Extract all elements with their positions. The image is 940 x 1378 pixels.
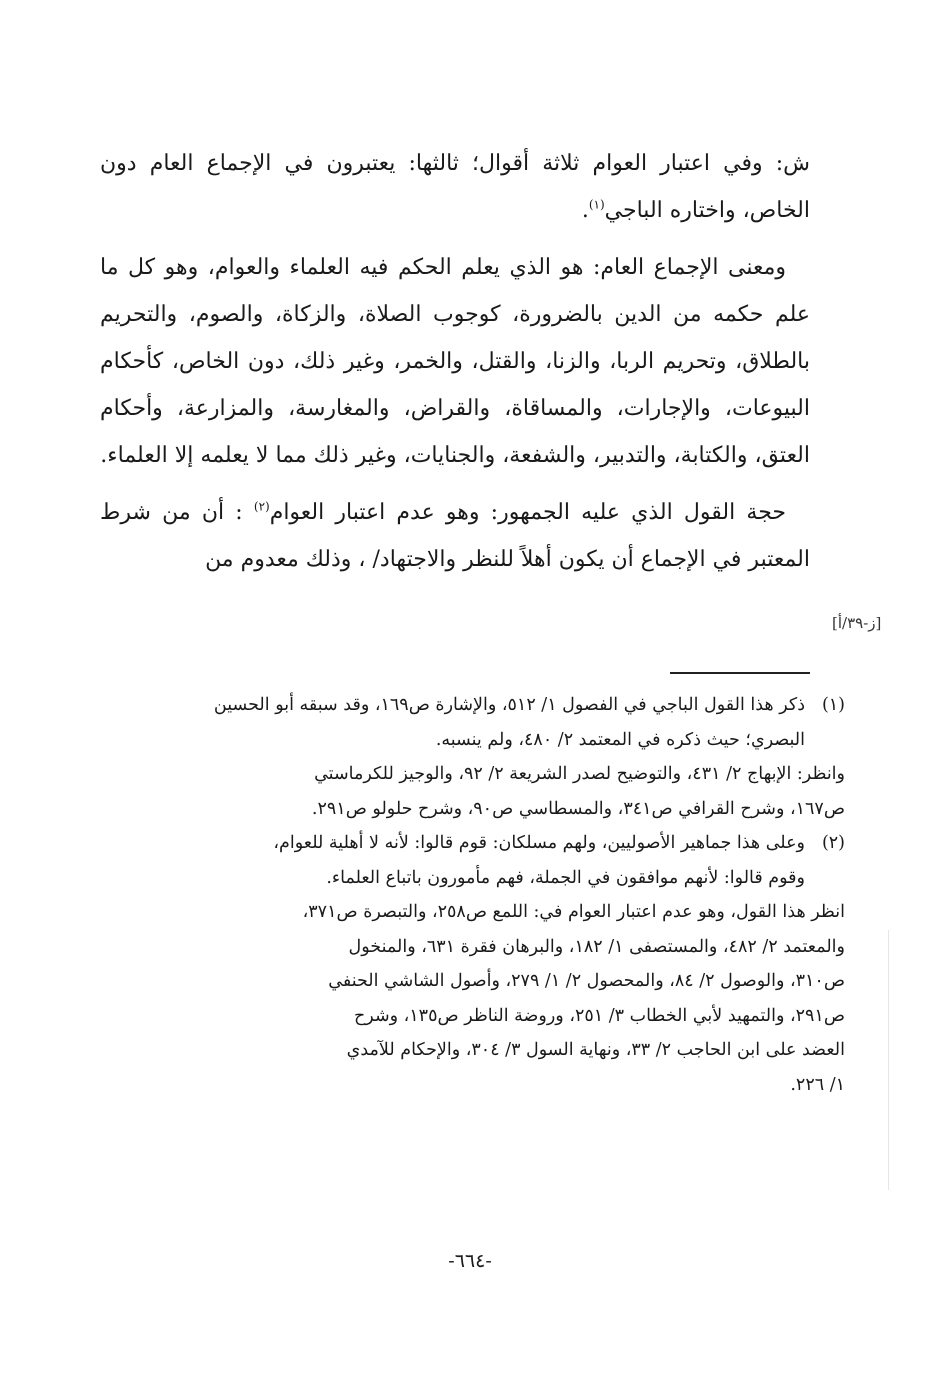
footnote-1 bbox=[100, 688, 845, 757]
text-line: دون الخاص، واختاره الباجي bbox=[100, 151, 810, 223]
paragraph-argument bbox=[100, 489, 810, 583]
scan-edge-line bbox=[888, 930, 889, 1190]
text-line: : أن من bbox=[162, 500, 243, 525]
footnote-line: وقوم قالوا: لأنهم موافقون في الجملة، فهم مأمورون باتباع العلماء. bbox=[326, 867, 805, 888]
footnote-divider bbox=[670, 672, 810, 674]
page-number: -٦٦٤- bbox=[448, 1250, 492, 1272]
manuscript-folio-note: [ز-٣٩/أ] bbox=[832, 614, 882, 632]
footnote-line: انظر هذا القول، وهو عدم اعتبار العوام في: اللمع ص٢٥٨، والتبصرة ص٣٧١، bbox=[302, 902, 845, 922]
footnotes bbox=[100, 688, 845, 1102]
footnote-body bbox=[100, 688, 805, 757]
footnote-line: ص١٦٧، وشرح القرافي ص٣٤١، والمسطاسي ص٩٠، وشرح حلولو ص٢٩١. bbox=[311, 798, 845, 819]
text-line: ش: وفي اعتبار العوام ثلاثة أقوال؛ ثالثها: يعتبرون في الإجماع العام bbox=[149, 151, 810, 176]
text-line: ذلك، دون الخاص، كأحكام البيوعات، والإجارات، والمساقاة، bbox=[100, 349, 811, 421]
text-line: ومعنى الإجماع العام: هو الذي يعلم الحكم فيه العلماء والعوام، وهو bbox=[164, 255, 786, 280]
text-line: والقراض، والمغارسة، والمزارعة، وأحكام العتق، والكتابة، والتدبير، bbox=[100, 396, 810, 468]
footnote-line: وعلى هذا جماهير الأصوليين، ولهم مسلكان: قوم قالوا: لأنه لا أهلية للعوام، bbox=[273, 833, 805, 853]
text-line: . bbox=[581, 198, 589, 223]
text-line: كل ما علم حكمه من الدين بالضرورة، كوجوب الصلاة، والزكاة، bbox=[100, 255, 811, 327]
footnote-2 bbox=[100, 826, 845, 895]
footnote-ref-2[interactable]: (٢) bbox=[253, 499, 270, 514]
footnote-line: والمعتمد ٢/ ٤٨٢، والمستصفى ١/ ١٨٢، والبرهان فقرة ٦٣١، والمنخول bbox=[348, 936, 845, 957]
footnote-line: ص٣١٠، والوصول ٢/ ٨٤، والمحصول ٢/ ١/ ٢٧٩، وأصول الشاشي الحنفي bbox=[328, 971, 845, 991]
footnote-1-continued bbox=[100, 757, 845, 826]
footnote-line: البصري؛ حيث ذكره في المعتمد ٢/ ٤٨٠، ولم ينسبه. bbox=[435, 729, 805, 750]
footnote-number: (٢) bbox=[821, 833, 845, 853]
footnote-2-continued bbox=[100, 895, 845, 1102]
footnote-line: العضد على ابن الحاجب ٢/ ٣٣، ونهاية السول ٣/ ٣٠٤، والإحكام للآمدي bbox=[346, 1040, 845, 1060]
footnote-body bbox=[100, 757, 845, 826]
footnote-line: وانظر: الإبهاج ٢/ ٤٣١، والتوضيح لصدر الشريعة ٢/ ٩٢، والوجيز للكرماستي bbox=[314, 764, 845, 784]
text-line: حجة القول الذي عليه الجمهور: وهو عدم اعتبار العوام bbox=[269, 500, 786, 525]
footnote-line: ١/ ٢٢٦. bbox=[790, 1074, 845, 1095]
text-line: والشفعة، والجنايات، وغير ذلك مما لا يعلمه إلا العلماء. bbox=[100, 443, 586, 468]
footnote-number: (١) bbox=[821, 695, 845, 715]
text-line: والصوم، والتحريم بالطلاق، وتحريم الربا، والزنا، والقتل، والخمر، وغير bbox=[100, 302, 811, 374]
footnote-line: ذكر هذا القول الباجي في الفصول ١/ ٥١٢، والإشارة ص١٦٩، وقد سبقه أبو الحسين bbox=[213, 695, 805, 715]
paragraph-definition bbox=[100, 244, 810, 479]
text-line: شرط المعتبر في الإجماع أن يكون أهلاً للنظر والاجتهاد/ ، وذلك معدوم من bbox=[100, 500, 810, 572]
footnote-line: ص٢٩١، والتمهيد لأبي الخطاب ٣/ ٢٥١، وروضة الناظر ص١٣٥، وشرح bbox=[354, 1005, 845, 1026]
paragraph-sharh bbox=[100, 140, 810, 234]
footnote-ref-1[interactable]: (١) bbox=[588, 197, 605, 212]
footnote-body bbox=[100, 826, 805, 895]
footnote-body bbox=[100, 895, 845, 1102]
main-text bbox=[100, 140, 810, 593]
